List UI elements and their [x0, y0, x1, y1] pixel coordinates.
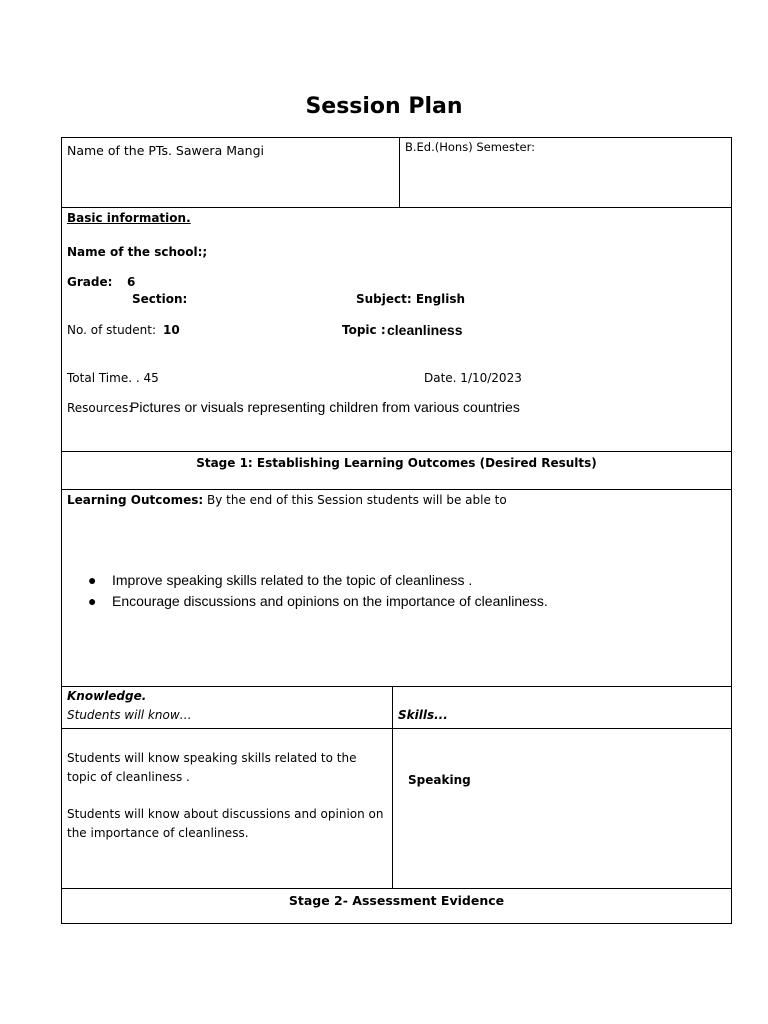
learning-outcomes [67, 493, 507, 507]
list-item: ● Improve speaking skills related to the topic of cleanliness . [88, 572, 473, 588]
session-date: Date. 1/10/2023 [424, 371, 522, 385]
knowledge-item: Students will know speaking skills related to the topic of cleanliness . [67, 751, 357, 784]
knowledge-divider [392, 686, 393, 889]
page-title: Session Plan [305, 94, 463, 119]
section-label: Section: [132, 292, 188, 306]
knowledge-subheading: Students will know… [67, 708, 192, 722]
learning-outcomes-text: By the end of this Session students will be able to [203, 493, 507, 507]
divider-line [61, 728, 732, 729]
bullet-icon: ● [88, 572, 97, 588]
knowledge-item: Students will know about discussions and opinion on the importance of cleanliness. [67, 807, 384, 840]
divider-line [61, 489, 732, 490]
pts-name: Name of the PTs. Sawera Mangi [67, 143, 264, 158]
divider-line [61, 207, 732, 208]
resources-value: Pictures or visuals representing children from various countries [130, 399, 520, 415]
students-label: No. of student: [67, 323, 157, 337]
total-time: Total Time. . 45 [67, 371, 159, 385]
basic-info-heading: Basic information. [67, 211, 191, 225]
semester-label: B.Ed.(Hons) Semester: [405, 140, 535, 154]
topic-label: Topic : [342, 323, 386, 337]
grade-value: 6 [127, 275, 136, 289]
resources-label: Resources: [67, 401, 133, 415]
topic-value: cleanliness [387, 322, 463, 338]
grade-label: Grade: [67, 275, 113, 289]
header-divider [399, 137, 400, 208]
divider-line [61, 686, 732, 687]
stage2-heading: Stage 2- Assessment Evidence [288, 893, 505, 908]
school-label: Name of the school:; [67, 245, 208, 259]
subject-label: Subject: English [356, 292, 466, 306]
divider-line [61, 888, 732, 889]
list-item: ● Encourage discussions and opinions on the importance of cleanliness. [88, 593, 548, 609]
students-value: 10 [163, 323, 180, 337]
skills-value: Speaking [408, 773, 471, 787]
bullet-icon: ● [88, 593, 97, 609]
skills-heading: Skills... [398, 708, 448, 722]
knowledge-heading: Knowledge. [67, 689, 147, 703]
stage1-heading: Stage 1: Establishing Learning Outcomes (Desired Results) [196, 456, 597, 470]
divider-line [61, 451, 732, 452]
learning-outcomes-label: Learning Outcomes: [67, 493, 204, 507]
